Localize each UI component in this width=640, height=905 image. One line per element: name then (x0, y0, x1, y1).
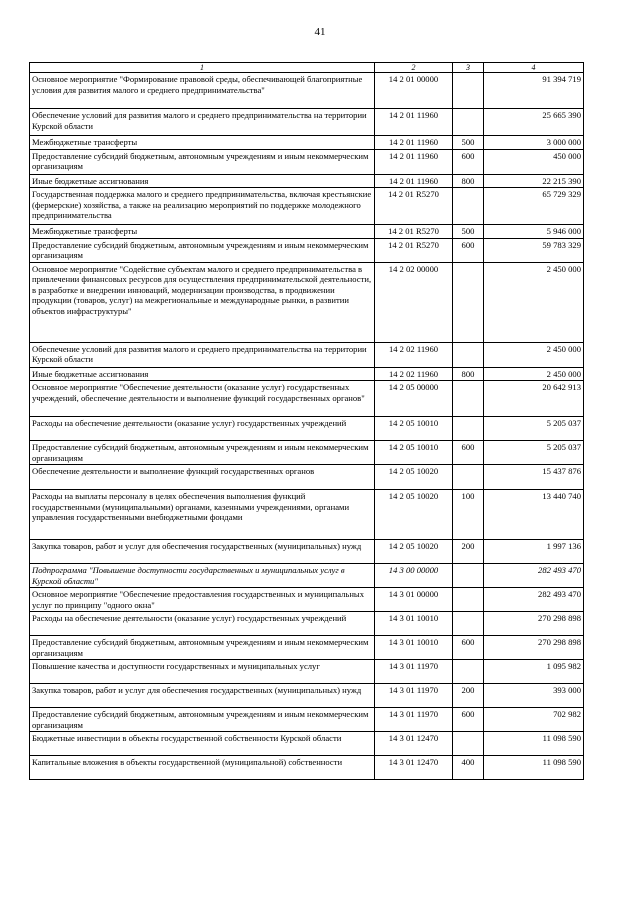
row-code: 14 2 05 00000 (375, 381, 453, 417)
table-row (30, 342, 584, 367)
row-type (453, 660, 484, 684)
row-code: 14 2 02 11960 (375, 367, 453, 381)
row-code: 14 3 01 12470 (375, 732, 453, 756)
table-row (30, 238, 584, 262)
row-code: 14 3 01 12470 (375, 756, 453, 780)
row-code: 14 2 01 11960 (375, 149, 453, 174)
row-name: Бюджетные инвестиции в объекты государственной собственности Курской области (30, 732, 375, 756)
table-row (30, 188, 584, 225)
row-code: 14 2 05 10020 (375, 465, 453, 490)
row-type (453, 73, 484, 109)
row-code: 14 2 05 10020 (375, 540, 453, 564)
row-sum: 25 665 390 (484, 109, 584, 136)
table-row (30, 588, 584, 612)
row-name: Государственная поддержка малого и среднего предпринимательства, включая крестьянские (фермерские) хозяйства, а также на реализацию мероприятий по поддержке молодежного предпринимательства (30, 188, 375, 225)
table-row (30, 225, 584, 239)
row-sum: 393 000 (484, 684, 584, 708)
row-sum: 282 493 470 (484, 588, 584, 612)
row-name: Подпрограмма "Повышение доступности государственных и муниципальных услуг в Курской области" (30, 564, 375, 588)
table-row (30, 564, 584, 588)
row-sum: 11 098 590 (484, 756, 584, 780)
table-row (30, 636, 584, 660)
row-code: 14 3 01 11970 (375, 660, 453, 684)
row-code: 14 3 00 00000 (375, 564, 453, 588)
row-name: Обеспечение условий для развития малого и среднего предпринимательства на территории Курской области (30, 109, 375, 136)
row-code: 14 2 01 R5270 (375, 238, 453, 262)
row-code: 14 2 01 11960 (375, 174, 453, 188)
row-name: Межбюджетные трансферты (30, 136, 375, 150)
row-name: Капитальные вложения в объекты государственной (муниципальной) собственности (30, 756, 375, 780)
row-name: Иные бюджетные ассигнования (30, 174, 375, 188)
row-name: Обеспечение деятельности и выполнение функций государственных органов (30, 465, 375, 490)
row-type: 600 (453, 238, 484, 262)
row-type (453, 262, 484, 342)
header-col-3: 3 (453, 63, 484, 73)
row-sum: 22 215 390 (484, 174, 584, 188)
row-type: 800 (453, 367, 484, 381)
header-col-4: 4 (484, 63, 584, 73)
table-row (30, 660, 584, 684)
table-row (30, 441, 584, 465)
table-row (30, 262, 584, 342)
row-sum: 2 450 000 (484, 342, 584, 367)
row-sum: 2 450 000 (484, 262, 584, 342)
table-row (30, 540, 584, 564)
row-sum: 65 729 329 (484, 188, 584, 225)
row-name: Основное мероприятие "Формирование правовой среды, обеспечивающей благоприятные условия для развития малого и среднего предпринимательства" (30, 73, 375, 109)
row-code: 14 2 02 11960 (375, 342, 453, 367)
page-number: 41 (314, 26, 326, 38)
row-sum: 15 437 876 (484, 465, 584, 490)
row-sum: 5 205 037 (484, 417, 584, 441)
row-name: Межбюджетные трансферты (30, 225, 375, 239)
table-row (30, 732, 584, 756)
row-sum: 282 493 470 (484, 564, 584, 588)
row-type (453, 465, 484, 490)
row-code: 14 2 05 10020 (375, 490, 453, 540)
table-row (30, 149, 584, 174)
budget-table (29, 62, 584, 780)
table-row (30, 381, 584, 417)
row-code: 14 2 01 11960 (375, 109, 453, 136)
row-type (453, 417, 484, 441)
row-name: Расходы на выплаты персоналу в целях обеспечения выполнения функций государственными (муниципальными) органами, казенными учреждениями, органами управления государственными внебюджетными фондами (30, 490, 375, 540)
row-code: 14 3 01 11970 (375, 684, 453, 708)
row-sum: 1 095 982 (484, 660, 584, 684)
row-sum: 1 997 136 (484, 540, 584, 564)
table-row (30, 417, 584, 441)
row-sum: 270 298 898 (484, 612, 584, 636)
row-type: 600 (453, 441, 484, 465)
row-sum: 5 946 000 (484, 225, 584, 239)
row-name: Закупка товаров, работ и услуг для обеспечения государственных (муниципальных) нужд (30, 540, 375, 564)
row-sum: 20 642 913 (484, 381, 584, 417)
row-sum: 702 982 (484, 708, 584, 732)
row-code: 14 2 01 R5270 (375, 225, 453, 239)
row-sum: 3 000 000 (484, 136, 584, 150)
row-type: 500 (453, 225, 484, 239)
table-row (30, 109, 584, 136)
row-name: Повышение качества и доступности государственных и муниципальных услуг (30, 660, 375, 684)
table-row (30, 684, 584, 708)
row-code: 14 2 01 R5270 (375, 188, 453, 225)
row-type (453, 588, 484, 612)
table-row (30, 73, 584, 109)
row-name: Закупка товаров, работ и услуг для обеспечения государственных (муниципальных) нужд (30, 684, 375, 708)
row-type: 400 (453, 756, 484, 780)
row-type (453, 109, 484, 136)
row-name: Основное мероприятие "Обеспечение деятельности (оказание услуг) государственных учреждений, обеспечение деятельности и выполнение функций государственных органов" (30, 381, 375, 417)
table-row (30, 612, 584, 636)
row-code: 14 2 05 10010 (375, 441, 453, 465)
row-name: Предоставление субсидий бюджетным, автономным учреждениям и иным некоммерческим организациям (30, 441, 375, 465)
row-type (453, 342, 484, 367)
row-sum: 450 000 (484, 149, 584, 174)
row-type: 600 (453, 708, 484, 732)
row-code: 14 3 01 00000 (375, 588, 453, 612)
table-row (30, 367, 584, 381)
row-name: Основное мероприятие "Содействие субъектам малого и среднего предпринимательства в привлечении финансовых ресурсов для осуществления предпринимательской деятельности, в разработке и внедрении инноваций, модернизации производства, в продвижении продукции (товаров, услуг) на межрегиональные и международные рынки, в развитии объектов инфраструктуры" (30, 262, 375, 342)
row-name: Предоставление субсидий бюджетным, автономным учреждениям и иным некоммерческим организациям (30, 636, 375, 660)
row-type: 600 (453, 636, 484, 660)
header-col-1: 1 (30, 63, 375, 73)
row-type (453, 188, 484, 225)
row-name: Предоставление субсидий бюджетным, автономным учреждениям и иным некоммерческим организациям (30, 238, 375, 262)
row-name: Основное мероприятие "Обеспечение предоставления государственных и муниципальных услуг по принципу "одного окна" (30, 588, 375, 612)
row-type: 500 (453, 136, 484, 150)
row-name: Иные бюджетные ассигнования (30, 367, 375, 381)
table-row (30, 756, 584, 780)
row-type: 800 (453, 174, 484, 188)
row-type (453, 564, 484, 588)
row-name: Расходы на обеспечение деятельности (оказание услуг) государственных учреждений (30, 612, 375, 636)
row-type (453, 612, 484, 636)
row-name: Расходы на обеспечение деятельности (оказание услуг) государственных учреждений (30, 417, 375, 441)
table-header (30, 63, 584, 73)
row-sum: 13 440 740 (484, 490, 584, 540)
row-code: 14 3 01 11970 (375, 708, 453, 732)
row-type: 100 (453, 490, 484, 540)
row-sum: 59 783 329 (484, 238, 584, 262)
row-code: 14 3 01 10010 (375, 612, 453, 636)
row-type: 200 (453, 540, 484, 564)
row-type (453, 381, 484, 417)
row-type: 200 (453, 684, 484, 708)
table-row (30, 490, 584, 540)
row-sum: 91 394 719 (484, 73, 584, 109)
row-sum: 5 205 037 (484, 441, 584, 465)
row-type: 600 (453, 149, 484, 174)
row-sum: 2 450 000 (484, 367, 584, 381)
row-type (453, 732, 484, 756)
row-sum: 11 098 590 (484, 732, 584, 756)
row-code: 14 2 05 10010 (375, 417, 453, 441)
table-row (30, 465, 584, 490)
row-name: Предоставление субсидий бюджетным, автономным учреждениям и иным некоммерческим организациям (30, 708, 375, 732)
table-row (30, 174, 584, 188)
row-code: 14 2 02 00000 (375, 262, 453, 342)
row-code: 14 3 01 10010 (375, 636, 453, 660)
header-col-2: 2 (375, 63, 453, 73)
table-row (30, 708, 584, 732)
row-name: Предоставление субсидий бюджетным, автономным учреждениям и иным некоммерческим организациям (30, 149, 375, 174)
row-name: Обеспечение условий для развития малого и среднего предпринимательства на территории Курской области (30, 342, 375, 367)
row-sum: 270 298 898 (484, 636, 584, 660)
row-code: 14 2 01 11960 (375, 136, 453, 150)
table-body (30, 73, 584, 780)
table-row (30, 136, 584, 150)
row-code: 14 2 01 00000 (375, 73, 453, 109)
